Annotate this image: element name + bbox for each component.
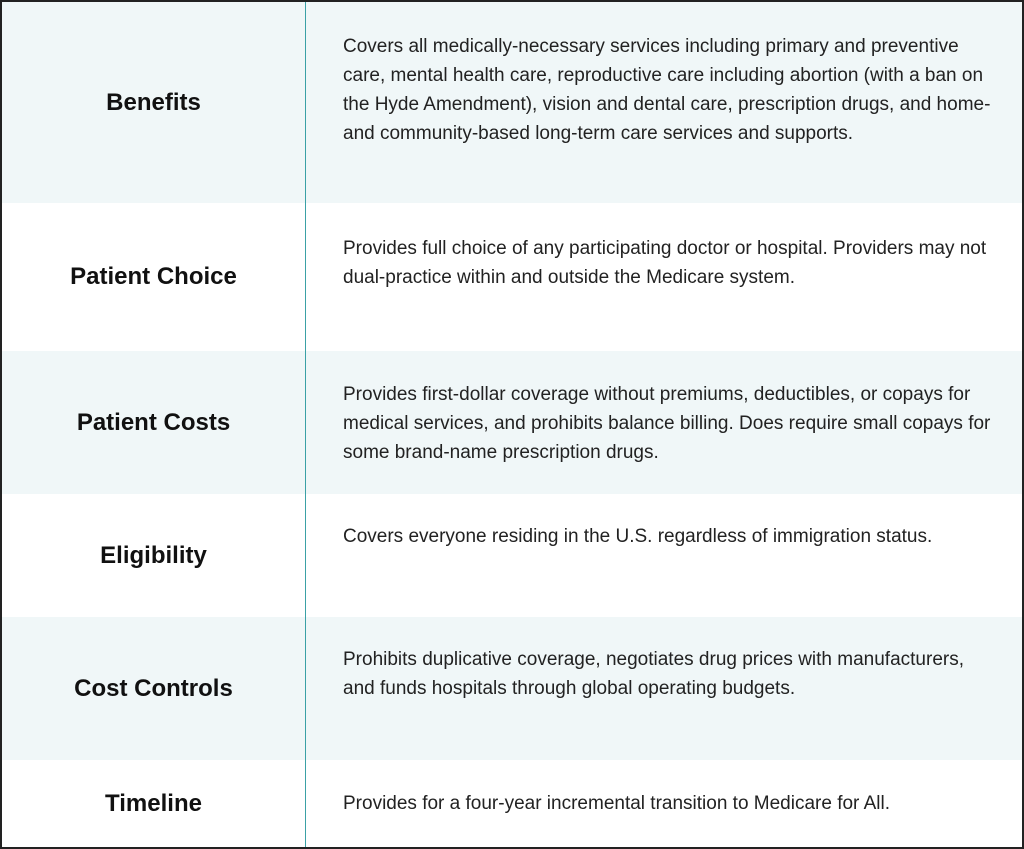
row-label: Patient Choice <box>2 203 306 351</box>
table-row-patient-choice <box>2 203 1022 351</box>
row-label: Cost Controls <box>2 617 306 760</box>
row-description: Provides full choice of any participating doctor or hospital. Providers may not dual-practice within and outside the Medicare system. <box>343 238 987 288</box>
row-description: Covers everyone residing in the U.S. regardless of immigration status. <box>343 526 933 547</box>
table-row-cost-controls <box>2 617 1022 760</box>
row-description: Covers all medically-necessary services including primary and preventive care, mental health care, reproductive care including abortion (with a ban on the Hyde Amendment), vision and dental care, prescription drugs, and home- and community-based long-term care services and supports. <box>343 36 991 144</box>
row-label: Timeline <box>2 760 306 847</box>
table-row-eligibility <box>2 494 1022 617</box>
table-row-timeline <box>2 760 1022 847</box>
row-description: Provides for a four-year incremental transition to Medicare for All. <box>343 793 891 814</box>
row-description: Provides first-dollar coverage without premiums, deductibles, or copays for medical services, and prohibits balance billing. Does require small copays for some brand-name prescription drugs. <box>343 384 991 463</box>
row-label: Patient Costs <box>2 351 306 494</box>
row-label: Benefits <box>2 2 306 203</box>
table-row-patient-costs <box>2 351 1022 494</box>
row-label: Eligibility <box>2 494 306 617</box>
row-description: Prohibits duplicative coverage, negotiates drug prices with manufacturers, and funds hospitals through global operating budgets. <box>343 649 964 699</box>
table-row-benefits <box>2 2 1022 203</box>
